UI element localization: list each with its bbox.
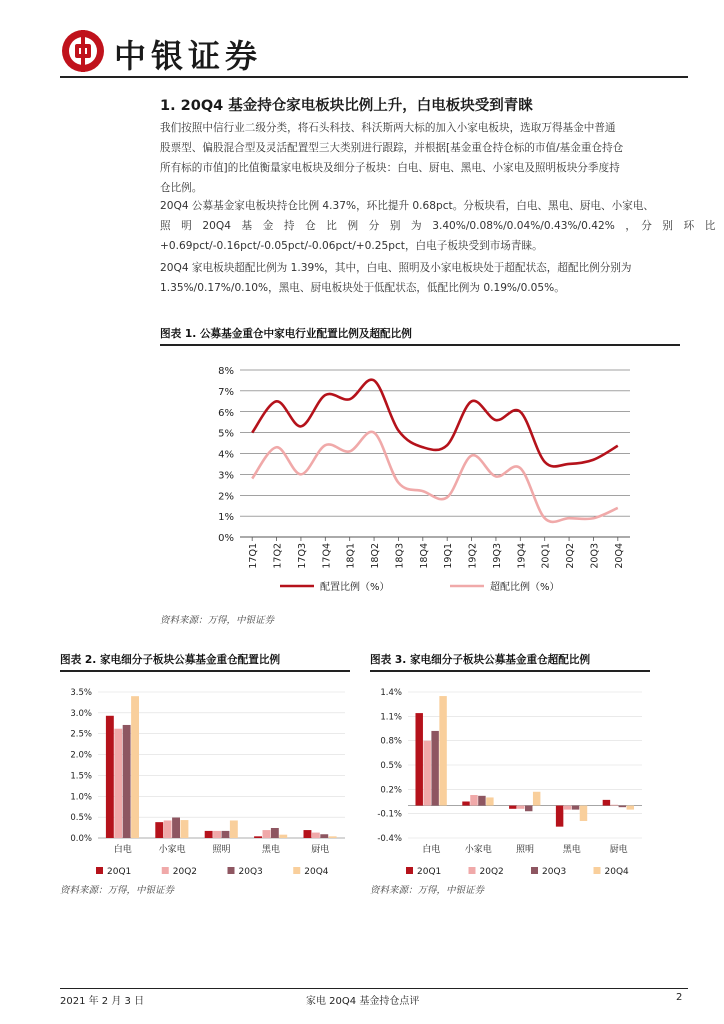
bar-20Q3 <box>478 796 485 806</box>
x-tick-label: 20Q2 <box>565 543 577 569</box>
x-tick-label: 小家电 <box>464 845 492 855</box>
y-tick-label: 1.4% <box>380 688 402 698</box>
legend-label: 20Q1 <box>107 867 132 876</box>
paragraph-line: 股票型、偏股混合型及灵活配置型三大类别进行跟踪，并根据[基金重仓持仓标的市值/基金重仓持仓 <box>160 142 624 154</box>
x-tick-label: 20Q3 <box>589 543 601 569</box>
legend-swatch <box>228 867 235 874</box>
x-tick-label: 17Q1 <box>248 543 260 569</box>
figure-3-rule <box>370 670 650 672</box>
bar-20Q2 <box>164 820 172 838</box>
x-tick-label: 厨电 <box>609 845 628 855</box>
section-title: 1. 20Q4 基金持仓家电板块比例上升，白电板块受到青睐 <box>160 98 533 114</box>
x-tick-label: 黑电 <box>562 845 581 855</box>
header-rule <box>60 76 688 78</box>
legend-swatch <box>469 867 476 874</box>
x-tick-label: 17Q2 <box>272 543 284 569</box>
bar-20Q2 <box>470 795 477 806</box>
legend-swatch <box>162 867 169 874</box>
paragraph-line: 照 明 20Q4 基 金 持 仓 比 例 分 别 为 3.40%/0.08%/0.04%/0.43%/0.42% ， 分 别 环 比 <box>160 220 716 232</box>
footer-date: 2021 年 2 月 3 日 <box>60 996 145 1007</box>
figure-1-source: 资料来源：万得，中银证券 <box>160 615 275 626</box>
legend-label: 20Q3 <box>238 867 263 876</box>
bar-20Q1 <box>509 806 516 809</box>
figure-1-title: 图表 1. 公募基金重仓中家电行业配置比例及超配比例 <box>160 328 412 340</box>
bar-20Q4 <box>279 835 287 838</box>
x-tick-label: 17Q4 <box>321 543 333 569</box>
y-tick-label: 3% <box>218 470 234 482</box>
y-tick-label: 8% <box>218 366 234 377</box>
y-tick-label: 0% <box>218 533 234 544</box>
bar-20Q1 <box>304 830 312 838</box>
legend-label: 超配比例（%） <box>490 582 560 593</box>
bar-chart-allocation <box>60 676 350 876</box>
y-tick-label: 1% <box>218 512 234 524</box>
legend-label: 20Q4 <box>604 867 629 876</box>
x-tick-label: 17Q3 <box>296 543 308 569</box>
x-tick-label: 18Q2 <box>370 543 382 569</box>
y-tick-label: 6% <box>218 407 234 419</box>
figure-1-rule <box>160 344 680 346</box>
bar-20Q4 <box>580 806 587 821</box>
y-tick-label: 3.0% <box>70 708 92 719</box>
legend-swatch <box>293 867 300 874</box>
paragraph-line: 我们按照中信行业二级分类，将石头科技、科沃斯两大标的加入小家电板块，选取万得基金中普通 <box>160 122 616 134</box>
bar-20Q4 <box>230 820 238 838</box>
bar-20Q2 <box>263 830 271 838</box>
bar-20Q1 <box>155 822 163 838</box>
y-tick-label: 5% <box>218 428 234 440</box>
legend-label: 20Q2 <box>172 867 198 876</box>
bar-20Q4 <box>533 792 540 806</box>
x-tick-label: 照明 <box>212 845 231 855</box>
y-tick-label: 1.0% <box>70 792 92 803</box>
x-tick-label: 厨电 <box>311 845 330 855</box>
y-tick-label: 0.2% <box>380 785 402 796</box>
y-tick-label: 0.5% <box>380 761 402 771</box>
bar-20Q2 <box>611 805 618 806</box>
figure-2-rule <box>60 670 350 672</box>
x-tick-label: 19Q2 <box>467 543 479 569</box>
paragraph-1 <box>160 118 680 198</box>
x-tick-label: 18Q4 <box>418 543 430 569</box>
legend-swatch <box>406 867 413 874</box>
bar-20Q1 <box>106 716 114 838</box>
paragraph-3 <box>160 258 680 298</box>
bar-20Q2 <box>423 741 430 806</box>
paragraph-2 <box>160 196 716 256</box>
y-tick-label: 1.5% <box>70 771 92 782</box>
x-tick-label: 小家电 <box>158 845 186 855</box>
bar-20Q4 <box>439 696 446 806</box>
legend-label: 20Q2 <box>479 867 504 876</box>
bar-20Q3 <box>525 806 532 812</box>
bar-20Q1 <box>603 800 610 806</box>
bar-20Q2 <box>564 806 571 810</box>
figure-3-title: 图表 3. 家电细分子板块公募基金重仓超配比例 <box>370 654 591 666</box>
legend-swatch <box>96 867 103 874</box>
bar-chart-overweight <box>370 676 650 876</box>
bar-20Q4 <box>486 797 493 805</box>
y-tick-label: 2.5% <box>70 729 92 740</box>
y-tick-label: 2.0% <box>70 750 92 761</box>
bar-20Q2 <box>517 806 524 809</box>
header <box>60 28 688 74</box>
paragraph-line: 仓比例。 <box>160 182 203 194</box>
x-tick-label: 白电 <box>422 845 441 855</box>
bar-20Q2 <box>213 831 221 838</box>
footer-title: 家电 20Q4 基金持仓点评 <box>306 996 420 1007</box>
legend-label: 20Q3 <box>542 867 567 876</box>
y-tick-label: 7% <box>218 386 234 398</box>
bar-20Q4 <box>180 820 188 838</box>
figure-3-source: 资料来源：万得，中银证券 <box>370 885 485 896</box>
figure-2-title: 图表 2. 家电细分子板块公募基金重仓配置比例 <box>60 654 281 666</box>
bar-20Q4 <box>627 806 634 810</box>
x-tick-label: 20Q4 <box>613 543 625 569</box>
paragraph-line: 20Q4 公募基金家电板块持仓比例 4.37%，环比提升 0.68pct。分板块看，白电、黑电、厨电、小家电、 <box>160 200 654 212</box>
y-tick-label: -0.4% <box>377 834 402 844</box>
x-tick-label: 黑电 <box>261 845 280 855</box>
paragraph-line: +0.69pct/-0.16pct/-0.05pct/-0.06pct/+0.25pct，白电子板块受到市场青睐。 <box>160 240 543 252</box>
bar-20Q1 <box>205 831 213 838</box>
paragraph-line: 所有标的市值]的比值衡量家电板块及细分子板块：白电、厨电、黑电、小家电及照明板块分季度持 <box>160 162 620 174</box>
paragraph-line: 1.35%/0.17%/0.10%，黑电、厨电板块处于低配状态，低配比例为 0.19%/0.05%。 <box>160 282 565 294</box>
bar-20Q3 <box>320 834 328 838</box>
x-tick-label: 19Q3 <box>491 543 503 569</box>
bar-20Q3 <box>431 731 438 806</box>
bar-20Q3 <box>619 806 626 808</box>
x-tick-label: 20Q1 <box>540 543 552 569</box>
figure-2-source: 资料来源：万得，中银证券 <box>60 885 175 896</box>
bar-20Q1 <box>556 806 563 827</box>
bar-20Q3 <box>123 725 131 838</box>
y-tick-label: 0.8% <box>380 736 402 747</box>
bar-20Q2 <box>114 729 122 838</box>
x-tick-label: 19Q4 <box>516 543 528 569</box>
legend-label: 20Q4 <box>304 867 329 876</box>
y-tick-label: 1.1% <box>380 712 402 723</box>
bank-of-china-logo-icon <box>60 28 106 74</box>
footer-rule <box>60 988 688 989</box>
x-tick-label: 白电 <box>113 845 132 855</box>
bar-20Q3 <box>271 828 279 838</box>
y-tick-label: 2% <box>218 491 234 503</box>
bar-20Q3 <box>172 818 180 838</box>
bar-20Q1 <box>415 713 422 805</box>
x-tick-label: 18Q1 <box>345 543 357 569</box>
bar-20Q4 <box>329 836 337 838</box>
bar-20Q1 <box>254 836 262 838</box>
bar-20Q3 <box>572 806 579 810</box>
legend-label: 配置比例（%） <box>320 582 390 593</box>
x-tick-label: 18Q3 <box>394 543 406 569</box>
bar-20Q1 <box>462 802 469 806</box>
legend-label: 20Q1 <box>417 867 442 876</box>
series-line-超配比例（%） <box>252 432 618 522</box>
y-tick-label: -0.1% <box>377 809 402 820</box>
legend-swatch <box>531 867 538 874</box>
bar-20Q4 <box>131 696 139 838</box>
x-tick-label: 19Q1 <box>443 543 455 569</box>
brand-name: 中银证券 <box>114 37 263 75</box>
y-tick-label: 0.5% <box>70 813 92 824</box>
bar-20Q2 <box>312 833 320 838</box>
paragraph-line: 20Q4 家电板块超配比例为 1.39%，其中，白电、照明及小家电板块处于超配状态，超配比例分别为 <box>160 262 632 274</box>
y-tick-label: 3.5% <box>70 688 92 698</box>
y-tick-label: 4% <box>218 449 234 461</box>
line-chart <box>160 350 680 605</box>
bar-20Q3 <box>222 831 230 838</box>
page-number: 2 <box>676 992 683 1003</box>
legend-swatch <box>594 867 601 874</box>
y-tick-label: 0.0% <box>70 834 92 844</box>
x-tick-label: 照明 <box>515 845 535 855</box>
